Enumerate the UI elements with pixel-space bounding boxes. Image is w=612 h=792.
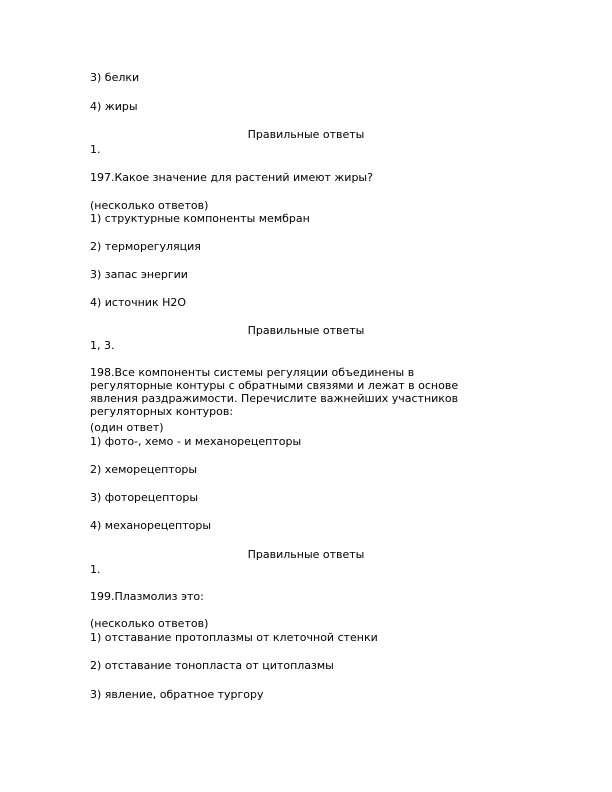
question-198-line-4: регуляторных контуров: — [90, 405, 234, 418]
answers-value: 1, 3. — [90, 339, 115, 352]
option-4: 4) источник H2O — [90, 296, 187, 309]
option-1: 1) фото-, хемо - и механорецепторы — [90, 435, 302, 448]
answer-type: (один ответ) — [90, 421, 164, 434]
question-198-line-3: явления раздражимости. Перечислите важнейших участников — [90, 392, 459, 405]
option-4: 4) механорецепторы — [90, 519, 212, 532]
option-1: 1) отставание протоплазмы от клеточной стенки — [90, 631, 378, 644]
question-197: 197.Какое значение для растений имеют жиры? — [90, 171, 373, 184]
answers-heading: Правильные ответы — [247, 324, 365, 337]
answer-type: (несколько ответов) — [90, 617, 209, 630]
question-198-line-2: регуляторные контуры с обратными связями и лежат в основе — [90, 379, 459, 392]
option-2: 2) хеморецепторы — [90, 463, 198, 476]
option-3: 3) белки — [90, 71, 140, 84]
answers-heading: Правильные ответы — [247, 548, 365, 561]
question-199: 199.Плазмолиз это: — [90, 590, 204, 603]
option-3: 3) фоторецепторы — [90, 491, 199, 504]
answer-type: (несколько ответов) — [90, 199, 209, 212]
answers-heading: Правильные ответы — [247, 128, 365, 141]
option-4: 4) жиры — [90, 100, 138, 113]
option-1: 1) структурные компоненты мембран — [90, 212, 310, 225]
question-198-line-1: 198.Все компоненты системы регуляции объединены в — [90, 366, 415, 379]
answers-value: 1. — [90, 143, 101, 156]
option-3: 3) явление, обратное тургору — [90, 688, 264, 701]
option-3: 3) запас энергии — [90, 268, 188, 281]
option-2: 2) терморегуляция — [90, 240, 201, 253]
option-2: 2) отставание тонопласта от цитоплазмы — [90, 659, 334, 672]
answers-value: 1. — [90, 563, 101, 576]
